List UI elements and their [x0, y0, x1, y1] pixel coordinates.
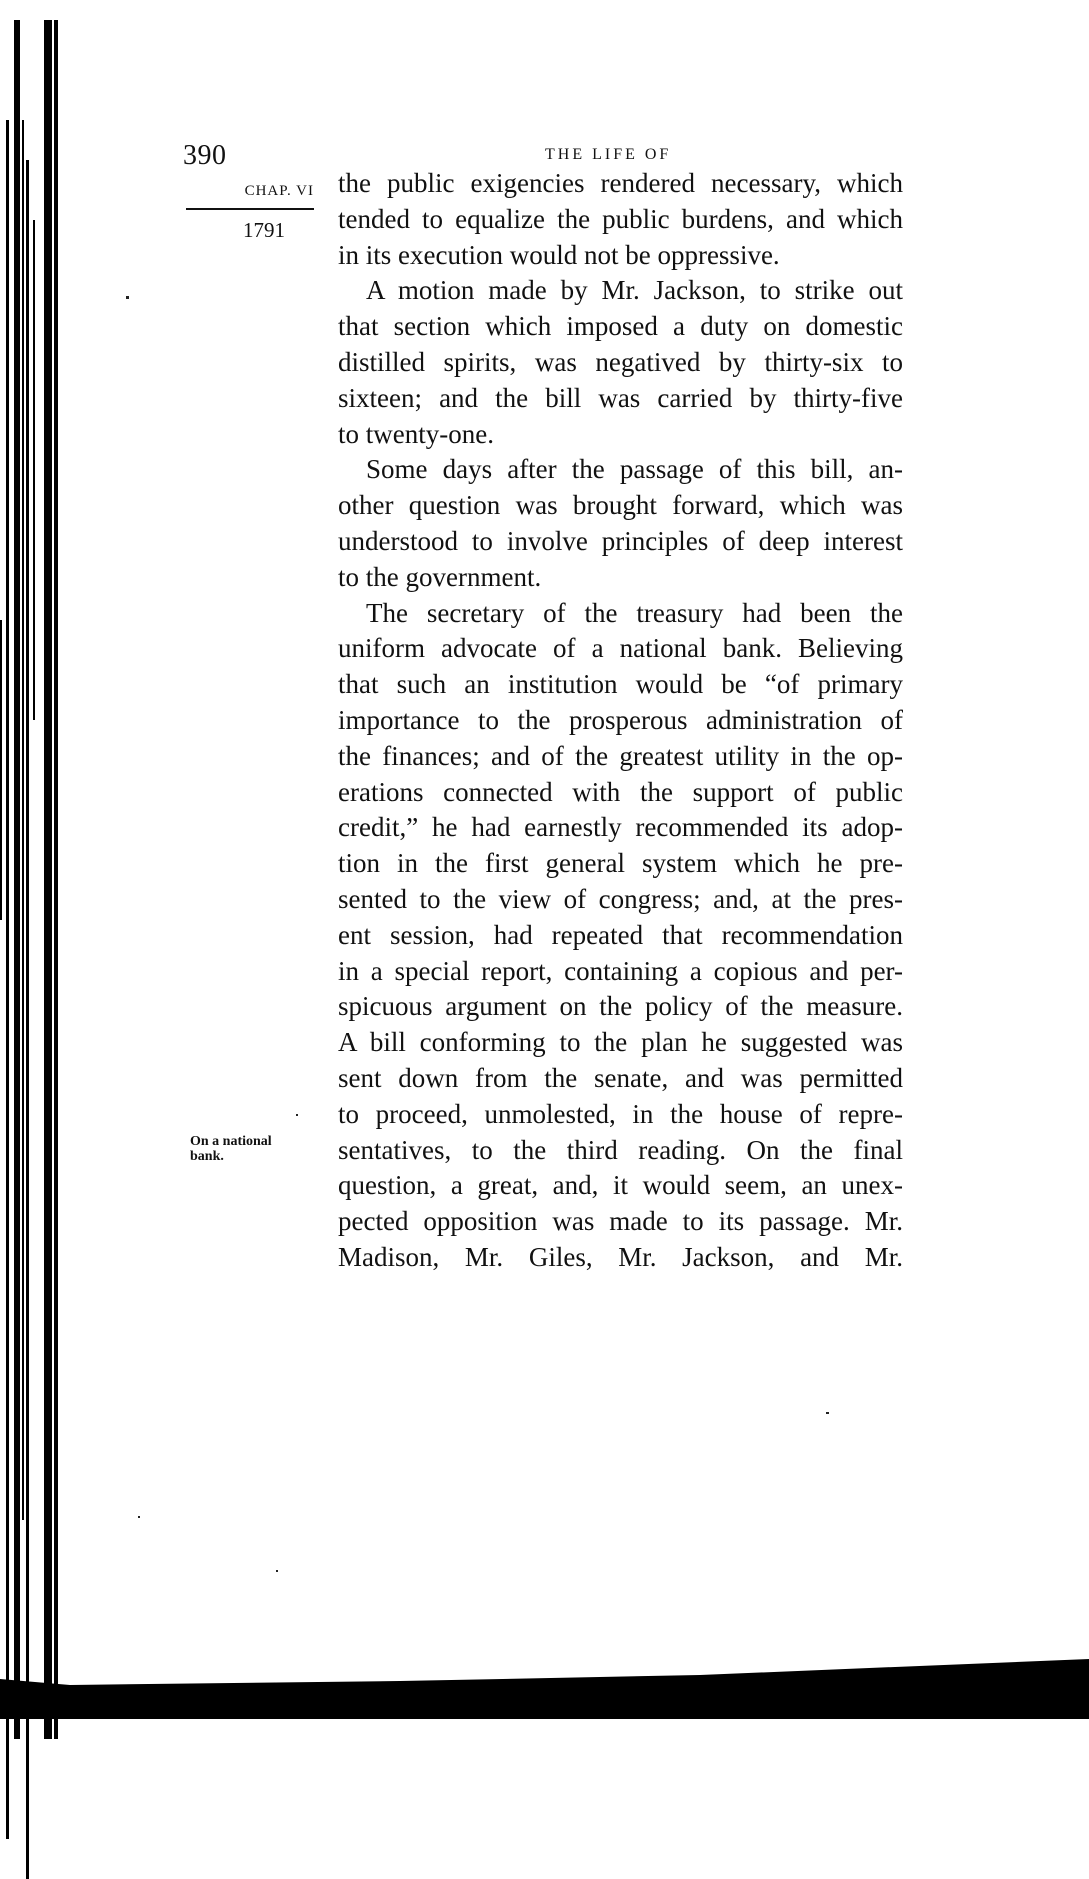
- text-line: tended to equalize the public burdens, and which: [338, 203, 903, 234]
- text-line: A motion made by Mr. Jackson, to strike out: [366, 275, 903, 306]
- text-line: sent down from the senate, and was permitted: [338, 1062, 903, 1093]
- scan-speck: [826, 1412, 829, 1414]
- text-line: credit,” he had earnestly recommended its adop-: [338, 812, 903, 843]
- side-note-line: On a national: [190, 1134, 272, 1149]
- body-text: [338, 166, 903, 1276]
- chapter-label: CHAP. VI: [244, 183, 314, 199]
- page-binding-edge: [0, 0, 62, 1719]
- year-label: 1791: [243, 218, 285, 242]
- text-line: importance to the prosperous administration of: [338, 704, 903, 735]
- text-line: sentatives, to the third reading. On the final: [338, 1134, 903, 1165]
- text-line: sixteen; and the bill was carried by thirty-five: [338, 382, 903, 413]
- page-number: 390: [183, 140, 227, 171]
- text-line: question, a great, and, it would seem, an unex-: [338, 1170, 903, 1201]
- text-line: uniform advocate of a national bank. Believing: [338, 633, 903, 664]
- text-line: to proceed, unmolested, in the house of repre-: [338, 1098, 903, 1129]
- text-line: erations connected with the support of public: [338, 776, 903, 807]
- chapter-rule: [186, 208, 314, 210]
- scan-speck: [276, 1570, 278, 1572]
- text-line: the public exigencies rendered necessary, which: [338, 168, 903, 198]
- text-line: A bill conforming to the plan he suggested was: [338, 1027, 903, 1058]
- page-bottom-edge: [0, 1649, 1089, 1719]
- text-line: ent session, had repeated that recommendation: [338, 919, 903, 950]
- side-note: [190, 1134, 320, 1164]
- text-line: spicuous argument on the policy of the measure.: [338, 991, 903, 1022]
- text-line: the finances; and of the greatest utility in the op-: [338, 740, 903, 771]
- side-note-line: bank.: [190, 1149, 224, 1164]
- text-line: to twenty-one.: [338, 418, 494, 449]
- text-line: that section which imposed a duty on domestic: [338, 311, 903, 342]
- scan-speck: [296, 1114, 298, 1116]
- text-line: understood to involve principles of deep interest: [338, 525, 903, 556]
- scan-speck: [138, 1516, 140, 1518]
- scan-speck: [126, 296, 129, 299]
- text-line: Madison, Mr. Giles, Mr. Jackson, and Mr.: [338, 1241, 903, 1272]
- text-line: tion in the first general system which he pre-: [338, 848, 903, 879]
- text-line: sented to the view of congress; and, at the pres-: [338, 883, 903, 914]
- text-line: to the government.: [338, 561, 542, 592]
- paragraph: [338, 273, 903, 452]
- text-line: Some days after the passage of this bill, an-: [366, 454, 903, 485]
- text-line: The secretary of the treasury had been the: [366, 597, 903, 628]
- running-head: THE LIFE OF: [545, 146, 672, 163]
- text-line: other question was brought forward, which was: [338, 490, 903, 521]
- text-line: that such an institution would be “of primary: [338, 669, 903, 700]
- paragraph: [338, 166, 903, 273]
- paragraph: [338, 452, 903, 595]
- text-line: in its execution would not be oppressive.: [338, 239, 780, 270]
- paragraph: [338, 596, 903, 1276]
- text-line: in a special report, containing a copious and per-: [338, 955, 903, 986]
- margin-chapter-info: [186, 183, 326, 243]
- text-line: pected opposition was made to its passage. Mr.: [338, 1206, 903, 1237]
- text-line: distilled spirits, was negatived by thirty-six to: [338, 346, 903, 377]
